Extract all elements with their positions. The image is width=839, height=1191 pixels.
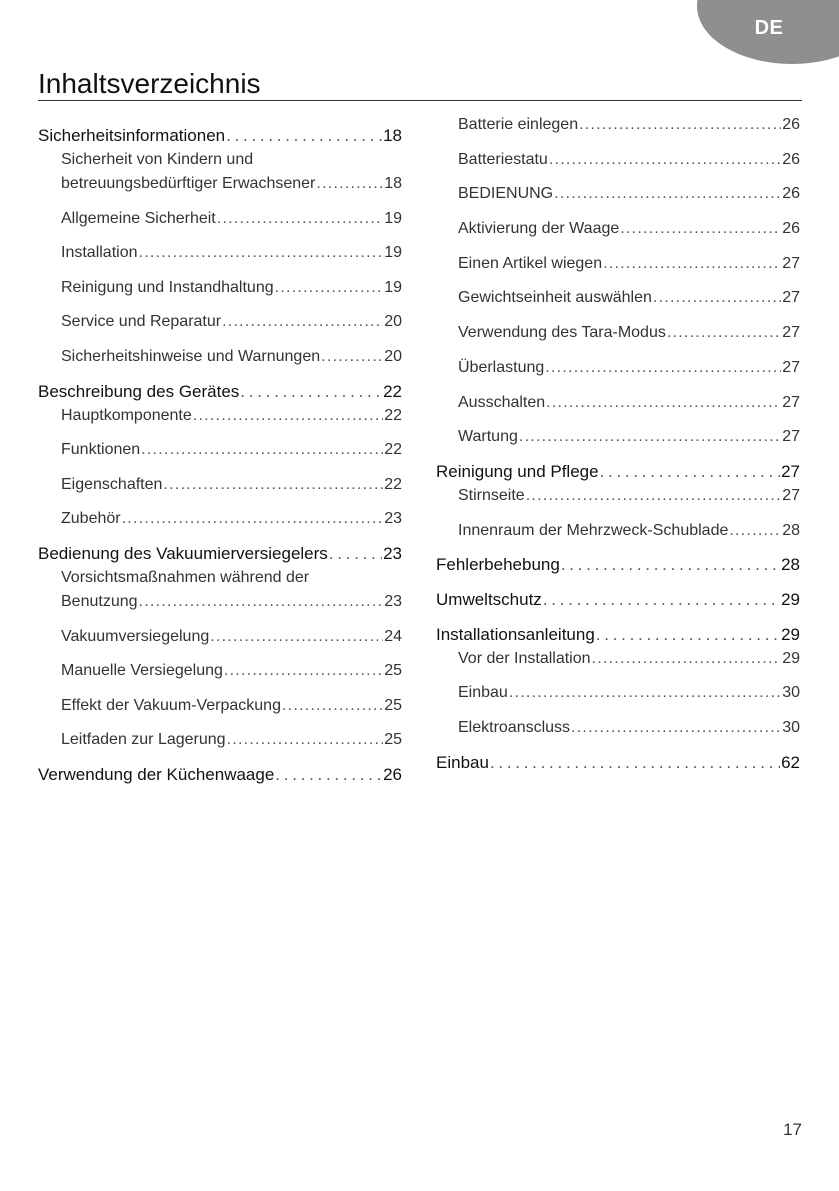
toc-entry[interactable]: Service und Reparatur . . . 20 [61,310,402,334]
toc-section[interactable]: Beschreibung des Gerätes . . . 22 [38,380,402,404]
toc-entry[interactable]: Vorsichtsmaßnahmen während der Benutzung . . . 23 [61,566,402,614]
toc-entry[interactable]: Funktionen . . . 22 [61,438,402,462]
toc-entry[interactable]: Manuelle Versiegelung . . . 25 [61,659,402,683]
toc-section[interactable]: Reinigung und Pflege . . . 27 [436,460,800,484]
toc-entry[interactable]: Vakuumversiegelung . . . 24 [61,625,402,649]
toc-entry[interactable]: Reinigung und Instandhaltung . . . 19 [61,276,402,300]
page-title: Inhaltsverzeichnis [38,68,261,99]
toc-entry[interactable]: Sicherheit von Kindern und betreuungsbedürftiger Erwachsener . . . 18 [61,148,402,196]
toc-entry[interactable]: Eigenschaften . . . 22 [61,473,402,497]
toc-entry[interactable]: Innenraum der Mehrzweck-Schublade . . . 28 [458,519,800,543]
toc-left-column [38,124,402,787]
toc-entry[interactable]: Aktivierung der Waage . . . 26 [458,217,800,241]
toc-entry[interactable]: Installation . . . 19 [61,241,402,265]
toc-entry[interactable]: Elektroanscluss . . . 30 [458,716,800,740]
title-divider [38,100,802,101]
toc-entry[interactable]: Allgemeine Sicherheit . . . 19 [61,207,402,231]
toc-section[interactable]: Bedienung des Vakuumierversiegelers . . . 23 [38,542,402,566]
toc-entry[interactable]: Einen Artikel wiegen . . . 27 [458,252,800,276]
toc-entry[interactable]: BEDIENUNG . . . 26 [458,182,800,206]
toc-entry[interactable]: Hauptkomponente . . . 22 [61,404,402,428]
toc-entry[interactable]: Ausschalten . . . 27 [458,391,800,415]
toc-entry[interactable]: Überlastung . . . 27 [458,356,800,380]
toc-entry[interactable]: Leitfaden zur Lagerung . . . 25 [61,728,402,752]
toc-section[interactable]: Installationsanleitung . . . 29 [436,623,800,647]
language-label: DE [754,17,784,39]
toc-entry[interactable]: Batteriestatu . . . 26 [458,148,800,172]
toc-section[interactable]: Sicherheitsinformationen . . . 18 [38,124,402,148]
toc-entry[interactable]: Batterie einlegen . . . 26 [458,113,800,137]
toc-entry[interactable]: Einbau . . . 30 [458,681,800,705]
toc-entry[interactable]: Vor der Installation . . . 29 [458,647,800,671]
toc-section[interactable]: Einbau . . . 62 [436,751,800,775]
toc-entry[interactable]: Effekt der Vakuum-Verpackung . . . 25 [61,694,402,718]
toc-entry[interactable]: Verwendung des Tara-Modus . . . 27 [458,321,800,345]
toc-right-column [436,113,800,775]
toc-section[interactable]: Umweltschutz . . . 29 [436,588,800,612]
toc-entry[interactable]: Sicherheitshinweise und Warnungen . . . 20 [61,345,402,369]
page-number: 17 [783,1120,802,1139]
toc-entry[interactable]: Gewichtseinheit auswählen . . . 27 [458,286,800,310]
toc-section[interactable]: Fehlerbehebung . . . 28 [436,553,800,577]
toc-entry[interactable]: Wartung . . . 27 [458,425,800,449]
toc-section[interactable]: Verwendung der Küchenwaage . . . 26 [38,763,402,787]
toc-entry[interactable]: Zubehör . . . 23 [61,507,402,531]
toc-entry[interactable]: Stirnseite . . . 27 [458,484,800,508]
